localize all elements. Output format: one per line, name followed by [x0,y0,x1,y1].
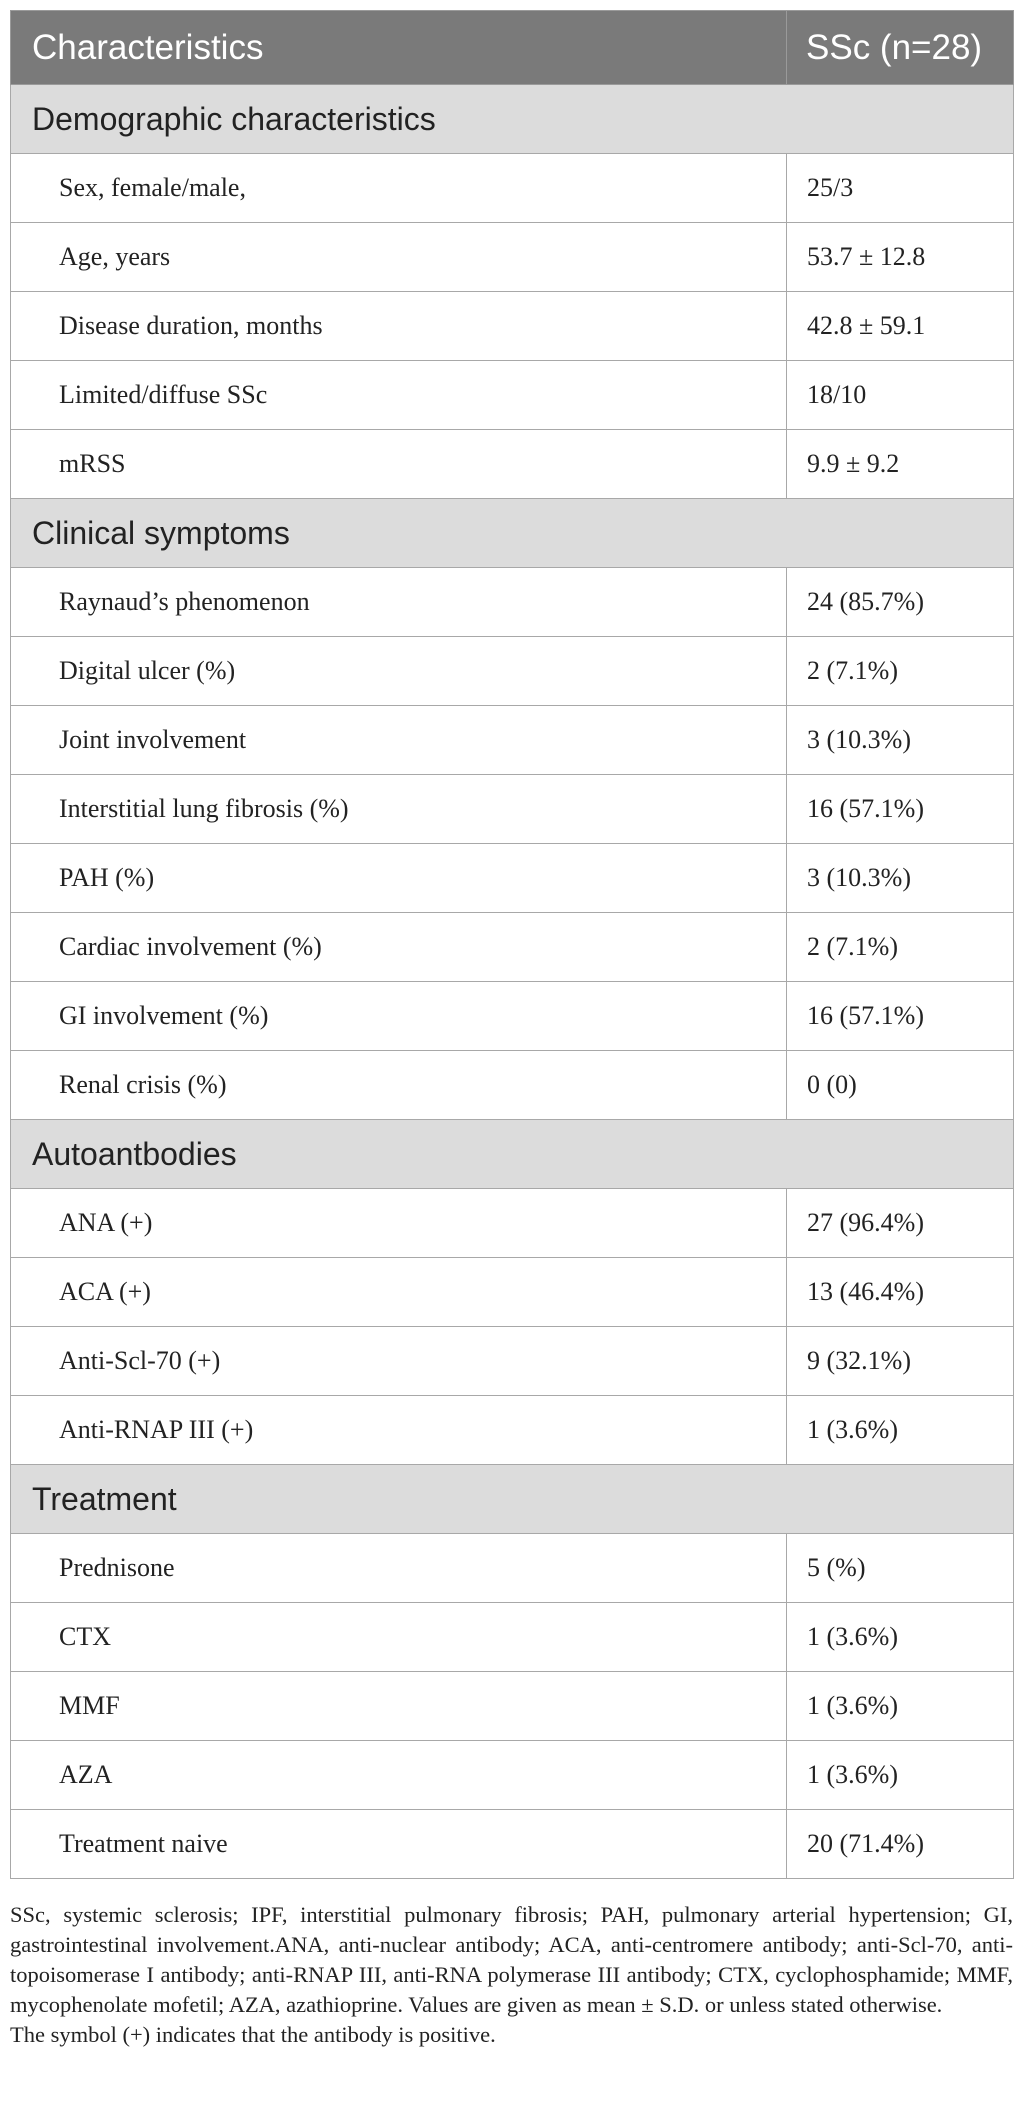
row-label: Disease duration, months [11,292,787,361]
section-header-row [11,1465,1014,1534]
row-label: CTX [11,1603,787,1672]
table-row [11,982,1014,1051]
table-row [11,430,1014,499]
row-value: 53.7 ± 12.8 [787,223,1014,292]
table-row [11,223,1014,292]
footnote-abbreviations: SSc, systemic sclerosis; IPF, interstitial pulmonary fibrosis; PAH, pulmonary arterial hypertension; GI, gastrointestinal involvement.ANA, anti-nuclear antibody; ACA, anti-centromere antibody; anti-Scl-70, anti-topoisomerase I antibody; anti-RNAP III, anti-RNA polymerase III antibody; CTX, cyclophosphamide; MMF, mycophenolate mofetil; AZA, azathioprine. Values are given as mean ± S.D. or unless stated otherwise. [10,1902,1013,2017]
row-label: Raynaud’s phenomenon [11,568,787,637]
row-value: 2 (7.1%) [787,913,1014,982]
row-label: MMF [11,1672,787,1741]
row-label: Joint involvement [11,706,787,775]
row-value: 42.8 ± 59.1 [787,292,1014,361]
row-value: 13 (46.4%) [787,1258,1014,1327]
row-value: 1 (3.6%) [787,1603,1014,1672]
row-value: 3 (10.3%) [787,706,1014,775]
section-header-row [11,85,1014,154]
characteristics-table [10,10,1014,1879]
table-row [11,1810,1014,1879]
table-row [11,568,1014,637]
table-row [11,637,1014,706]
section-title: Clinical symptoms [11,499,1014,568]
table-footnote [10,1900,1013,2050]
table-row [11,1396,1014,1465]
row-label: mRSS [11,430,787,499]
section-header-row [11,499,1014,568]
table-row [11,913,1014,982]
table-header-row [11,11,1014,85]
table-body [11,85,1014,1879]
table-row [11,154,1014,223]
row-value: 25/3 [787,154,1014,223]
row-label: Age, years [11,223,787,292]
row-value: 20 (71.4%) [787,1810,1014,1879]
row-value: 27 (96.4%) [787,1189,1014,1258]
row-label: Cardiac involvement (%) [11,913,787,982]
row-value: 16 (57.1%) [787,775,1014,844]
row-value: 3 (10.3%) [787,844,1014,913]
row-label: Digital ulcer (%) [11,637,787,706]
table-row [11,1258,1014,1327]
row-label: Sex, female/male, [11,154,787,223]
row-label: Renal crisis (%) [11,1051,787,1120]
row-value: 2 (7.1%) [787,637,1014,706]
row-label: ANA (+) [11,1189,787,1258]
table-row [11,1189,1014,1258]
table-row [11,361,1014,430]
table-row [11,1603,1014,1672]
row-value: 1 (3.6%) [787,1396,1014,1465]
row-value: 16 (57.1%) [787,982,1014,1051]
table-row [11,1534,1014,1603]
row-label: Prednisone [11,1534,787,1603]
row-label: Treatment naive [11,1810,787,1879]
section-title: Demographic characteristics [11,85,1014,154]
row-label: Interstitial lung fibrosis (%) [11,775,787,844]
header-characteristics: Characteristics [11,11,787,85]
row-value: 18/10 [787,361,1014,430]
header-ssc-count: SSc (n=28) [787,11,1014,85]
table-row [11,292,1014,361]
row-value: 5 (%) [787,1534,1014,1603]
row-value: 1 (3.6%) [787,1672,1014,1741]
row-value: 9 (32.1%) [787,1327,1014,1396]
row-label: PAH (%) [11,844,787,913]
table-row [11,1741,1014,1810]
section-title: Treatment [11,1465,1014,1534]
row-label: AZA [11,1741,787,1810]
table-row [11,775,1014,844]
section-title: Autoantbodies [11,1120,1014,1189]
row-label: Limited/diffuse SSc [11,361,787,430]
row-value: 1 (3.6%) [787,1741,1014,1810]
table-row [11,1672,1014,1741]
row-value: 24 (85.7%) [787,568,1014,637]
row-value: 0 (0) [787,1051,1014,1120]
characteristics-table-container [10,10,1013,1879]
row-label: GI involvement (%) [11,982,787,1051]
row-label: ACA (+) [11,1258,787,1327]
section-header-row [11,1120,1014,1189]
row-label: Anti-RNAP III (+) [11,1396,787,1465]
table-row [11,1051,1014,1120]
table-row [11,1327,1014,1396]
row-value: 9.9 ± 9.2 [787,430,1014,499]
row-label: Anti-Scl-70 (+) [11,1327,787,1396]
footnote-symbol-note: The symbol (+) indicates that the antibody is positive. [10,2022,496,2047]
table-row [11,706,1014,775]
table-row [11,844,1014,913]
